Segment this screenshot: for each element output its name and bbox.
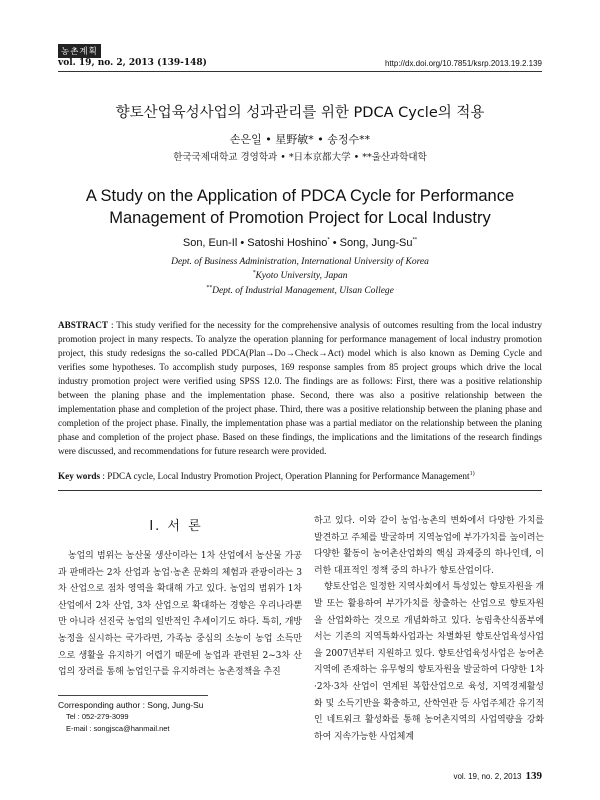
korean-affiliations: 한국국제대학교 경영학과 • *日本京都大学 • **울산과학대학 [173,152,427,163]
abstract [58,318,542,458]
corresponding-author: Corresponding author : Song, Jung-Su [58,700,204,710]
keywords-text: : PDCA cycle, Local Industry Promotion Project, Operation Planning for Performance Management [102,471,470,481]
english-authors [0,237,600,249]
footnote-tel: Tel : 052-279-3099 [66,712,129,721]
left-paragraph: 농업의 범위는 농산물 생산이라는 1차 산업에서 농산물 가공과 판매라는 2차 산업과 농업·농촌 문화의 체험과 관광이라는 3차 산업으로 점차 영역을 확대해 가고 있다. 농업의 범위가 1차 산업에서 2차 산업, 3차 산업으로 확대하는 경향은 우리나라뿐만 아니라 선진국 농업의 일반적인 추세이기도 하다. 특히, 개방농정을 실시하는 국가라면, 가족농 중심의 소농이 농업 소득만으로 생활을 유지하기 어렵기 때문에 농업과 관련된 2~3차 산업의 장려를 통해 농업인구를 유지하려는 농촌정책을 추진 [58,551,302,678]
affiliation-2-mark: * [252,269,256,276]
footnote [58,699,204,735]
keywords-divider [58,490,542,491]
section-heading: Ⅰ. 서 론 [149,519,203,534]
english-title [0,185,600,229]
footnote-email[interactable]: E-mail : songjsca@hanmail.net [66,724,170,733]
affiliation-1: Dept. of Business Administration, International University of Korea [171,257,429,267]
author-1: Son, Eun-Il • Satoshi Hoshino [182,237,328,249]
page-footer [453,770,542,782]
header-divider [58,71,542,72]
author-1-mark: * [327,237,330,244]
keywords-label: Key words [58,471,101,481]
affiliation-2-text: Kyoto University, Japan [255,271,348,281]
korean-authors: 손은일 • 星野敏* • 송정수** [229,133,371,146]
affiliation-2 [0,271,600,281]
footer-issue: vol. 19, no. 2, 2013 [453,772,522,781]
doi-link[interactable]: http://dx.doi.org/10.7851/ksrp.2013.19.2.139 [384,59,542,68]
abstract-label: ABSTRACT [58,320,109,330]
affiliation-3 [0,286,600,296]
affiliation-3-text: Dept. of Industrial Management, Ulsan College [212,286,394,296]
affiliation-3-mark: ** [206,284,213,291]
left-column [58,548,302,681]
english-title-line1: A Study on the Application of PDCA Cycle for Performance [85,187,515,205]
footnote-divider [58,695,208,696]
abstract-text: : This study verified for the necessity for the comprehensive analysis of outcomes resulting from the local industry promotion project in many respects. To analyze the operation planning for performance management of local industry promotion project, this study redesigns the so-called PDCA(Plan→Do→Check→Act) model which is also known as Deming Cycle and verifies some hypotheses. To accomplish study purposes, 169 response samples from 85 project groups which drive the local industry promotion project were verified using SPSS 12.0. The findings are as follows: First, there was a positive relationship between the planing phase and the implementation phase. Second, there was also a positive relationship between the implementation phase and completion of the project phase. Third, there was a positive relationship between the planing phase and completion of the project phase. Finally, the implementation phase was a partial mediator on the relationship between the planing phase and completion of the project phase. Based on these findings, the implications and the limitations of the research findings were discussed, and recommendations for future research were provided. [58,320,543,456]
author-2: • Song, Jung-Su [329,237,413,249]
korean-title: 향토산업육성사업의 성과관리를 위한 PDCA Cycle의 적용 [115,105,485,121]
author-2-mark: ** [412,237,418,244]
right-column [314,513,544,745]
keywords [58,471,542,481]
page-number: 139 [525,770,542,782]
right-paragraph-1: 하고 있다. 이와 같이 농업·농촌의 변화에서 다양한 가치를 발견하고 주체를 발굴하며 지역농업에 부가가치를 높이려는 다양한 활동이 농어촌산업화의 핵심 과제중의 하나인데, 이러한 대표적인 정책 중의 하나가 향토산업이다. [314,516,544,576]
journal-citation: vol. 19, no. 2, 2013 (139-148) [58,58,207,68]
keywords-footnote-mark: 1) [469,470,475,477]
journal-logo: 농촌계획 [58,44,101,58]
english-title-line2: Management of Promotion Project for Local Industry [109,209,491,227]
right-paragraph-2: 향토산업은 일정한 지역사회에서 특성있는 향토자원을 개발 또는 활용하여 부가가치를 창출하는 산업으로 향토자원을 산업화하는 것으로 개념화하고 있다. 농림축산식품부에서는 기존의 지역특화사업과는 차별화된 향토산업육성사업을 2007년부터 지원하고 있다. 향토산업육성사업은 농어촌지역에 존재하는 유무형의 향토자원을 발굴하여 다양한 1차·2차·3차 산업이 연계된 복합산업으로 육성, 지역경제활성화 및 소득기반을 확충하고, 산학연관 등 사업주체간 유기적인 네트워크 활성화를 통해 농어촌지역의 사업역량을 강화하여 지속가능한 사업체계 [314,582,544,742]
